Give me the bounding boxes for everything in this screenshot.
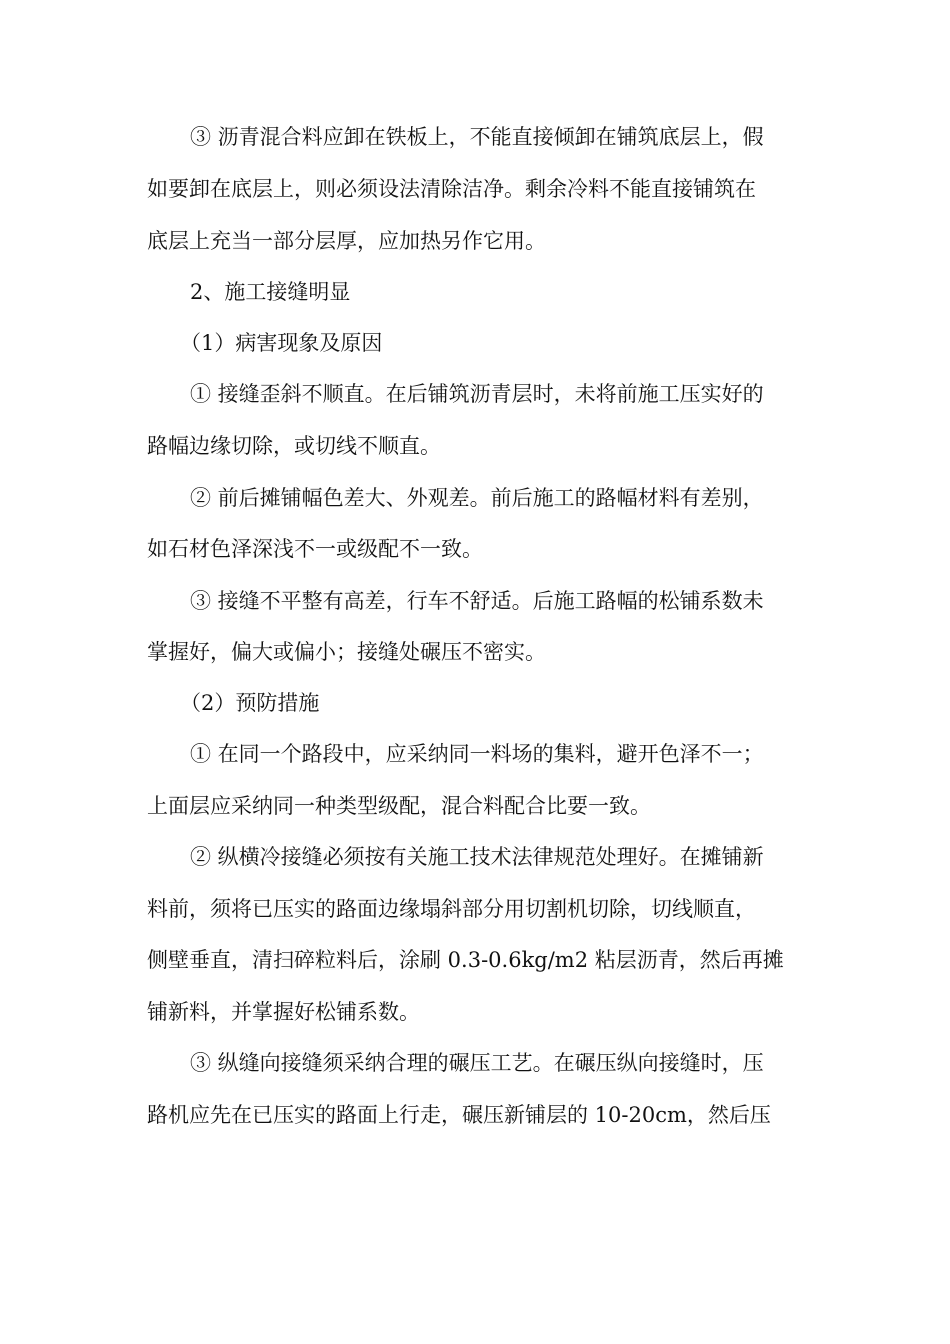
paragraph-line: ② 前后摊铺幅色差大、外观差。前后施工的路幅材料有差别， [190,486,764,510]
paragraph-line: ① 在同一个路段中，应采纳同一料场的集料，避开色泽不一； [190,742,764,766]
paragraph-line: 路幅边缘切除，或切线不顺直。 [147,434,441,458]
paragraph-line: 上面层应采纳同一种类型级配，混合料配合比要一致。 [147,794,651,818]
paragraph-line: 路机应先在已压实的路面上行走，碾压新铺层的 10-20cm，然后压 [147,1103,771,1127]
paragraph-line: 掌握好，偏大或偏小；接缝处碾压不密实。 [147,640,546,664]
paragraph-line: ① 接缝歪斜不顺直。在后铺筑沥青层时，未将前施工压实好的 [190,382,764,406]
subsection-heading: （2）预防措施 [180,691,320,715]
paragraph-line: 料前，须将已压实的路面边缘塌斜部分用切割机切除，切线顺直， [147,897,756,921]
paragraph-line: 侧壁垂直，清扫碎粒料后，涂刷 0.3-0.6kg/m2 粘层沥青，然后再摊 [147,948,784,972]
paragraph-line: 如要卸在底层上，则必须设法清除洁净。剩余冷料不能直接铺筑在 [147,177,756,201]
paragraph-line: 铺新料，并掌握好松铺系数。 [147,1000,420,1024]
paragraph-line: ② 纵横冷接缝必须按有关施工技术法律规范处理好。在摊铺新 [190,845,764,869]
paragraph-line: ③ 沥青混合料应卸在铁板上，不能直接倾卸在铺筑底层上，假 [190,125,764,149]
paragraph-line: 如石材色泽深浅不一或级配不一致。 [147,537,483,561]
subsection-heading: （1）病害现象及原因 [180,331,383,355]
paragraph-line: ③ 接缝不平整有高差，行车不舒适。后施工路幅的松铺系数未 [190,589,764,613]
paragraph-line: 底层上充当一部分层厚，应加热另作它用。 [147,229,546,253]
section-heading: 2、施工接缝明显 [190,280,351,304]
paragraph-line: ③ 纵缝向接缝须采纳合理的碾压工艺。在碾压纵向接缝时，压 [190,1051,764,1075]
